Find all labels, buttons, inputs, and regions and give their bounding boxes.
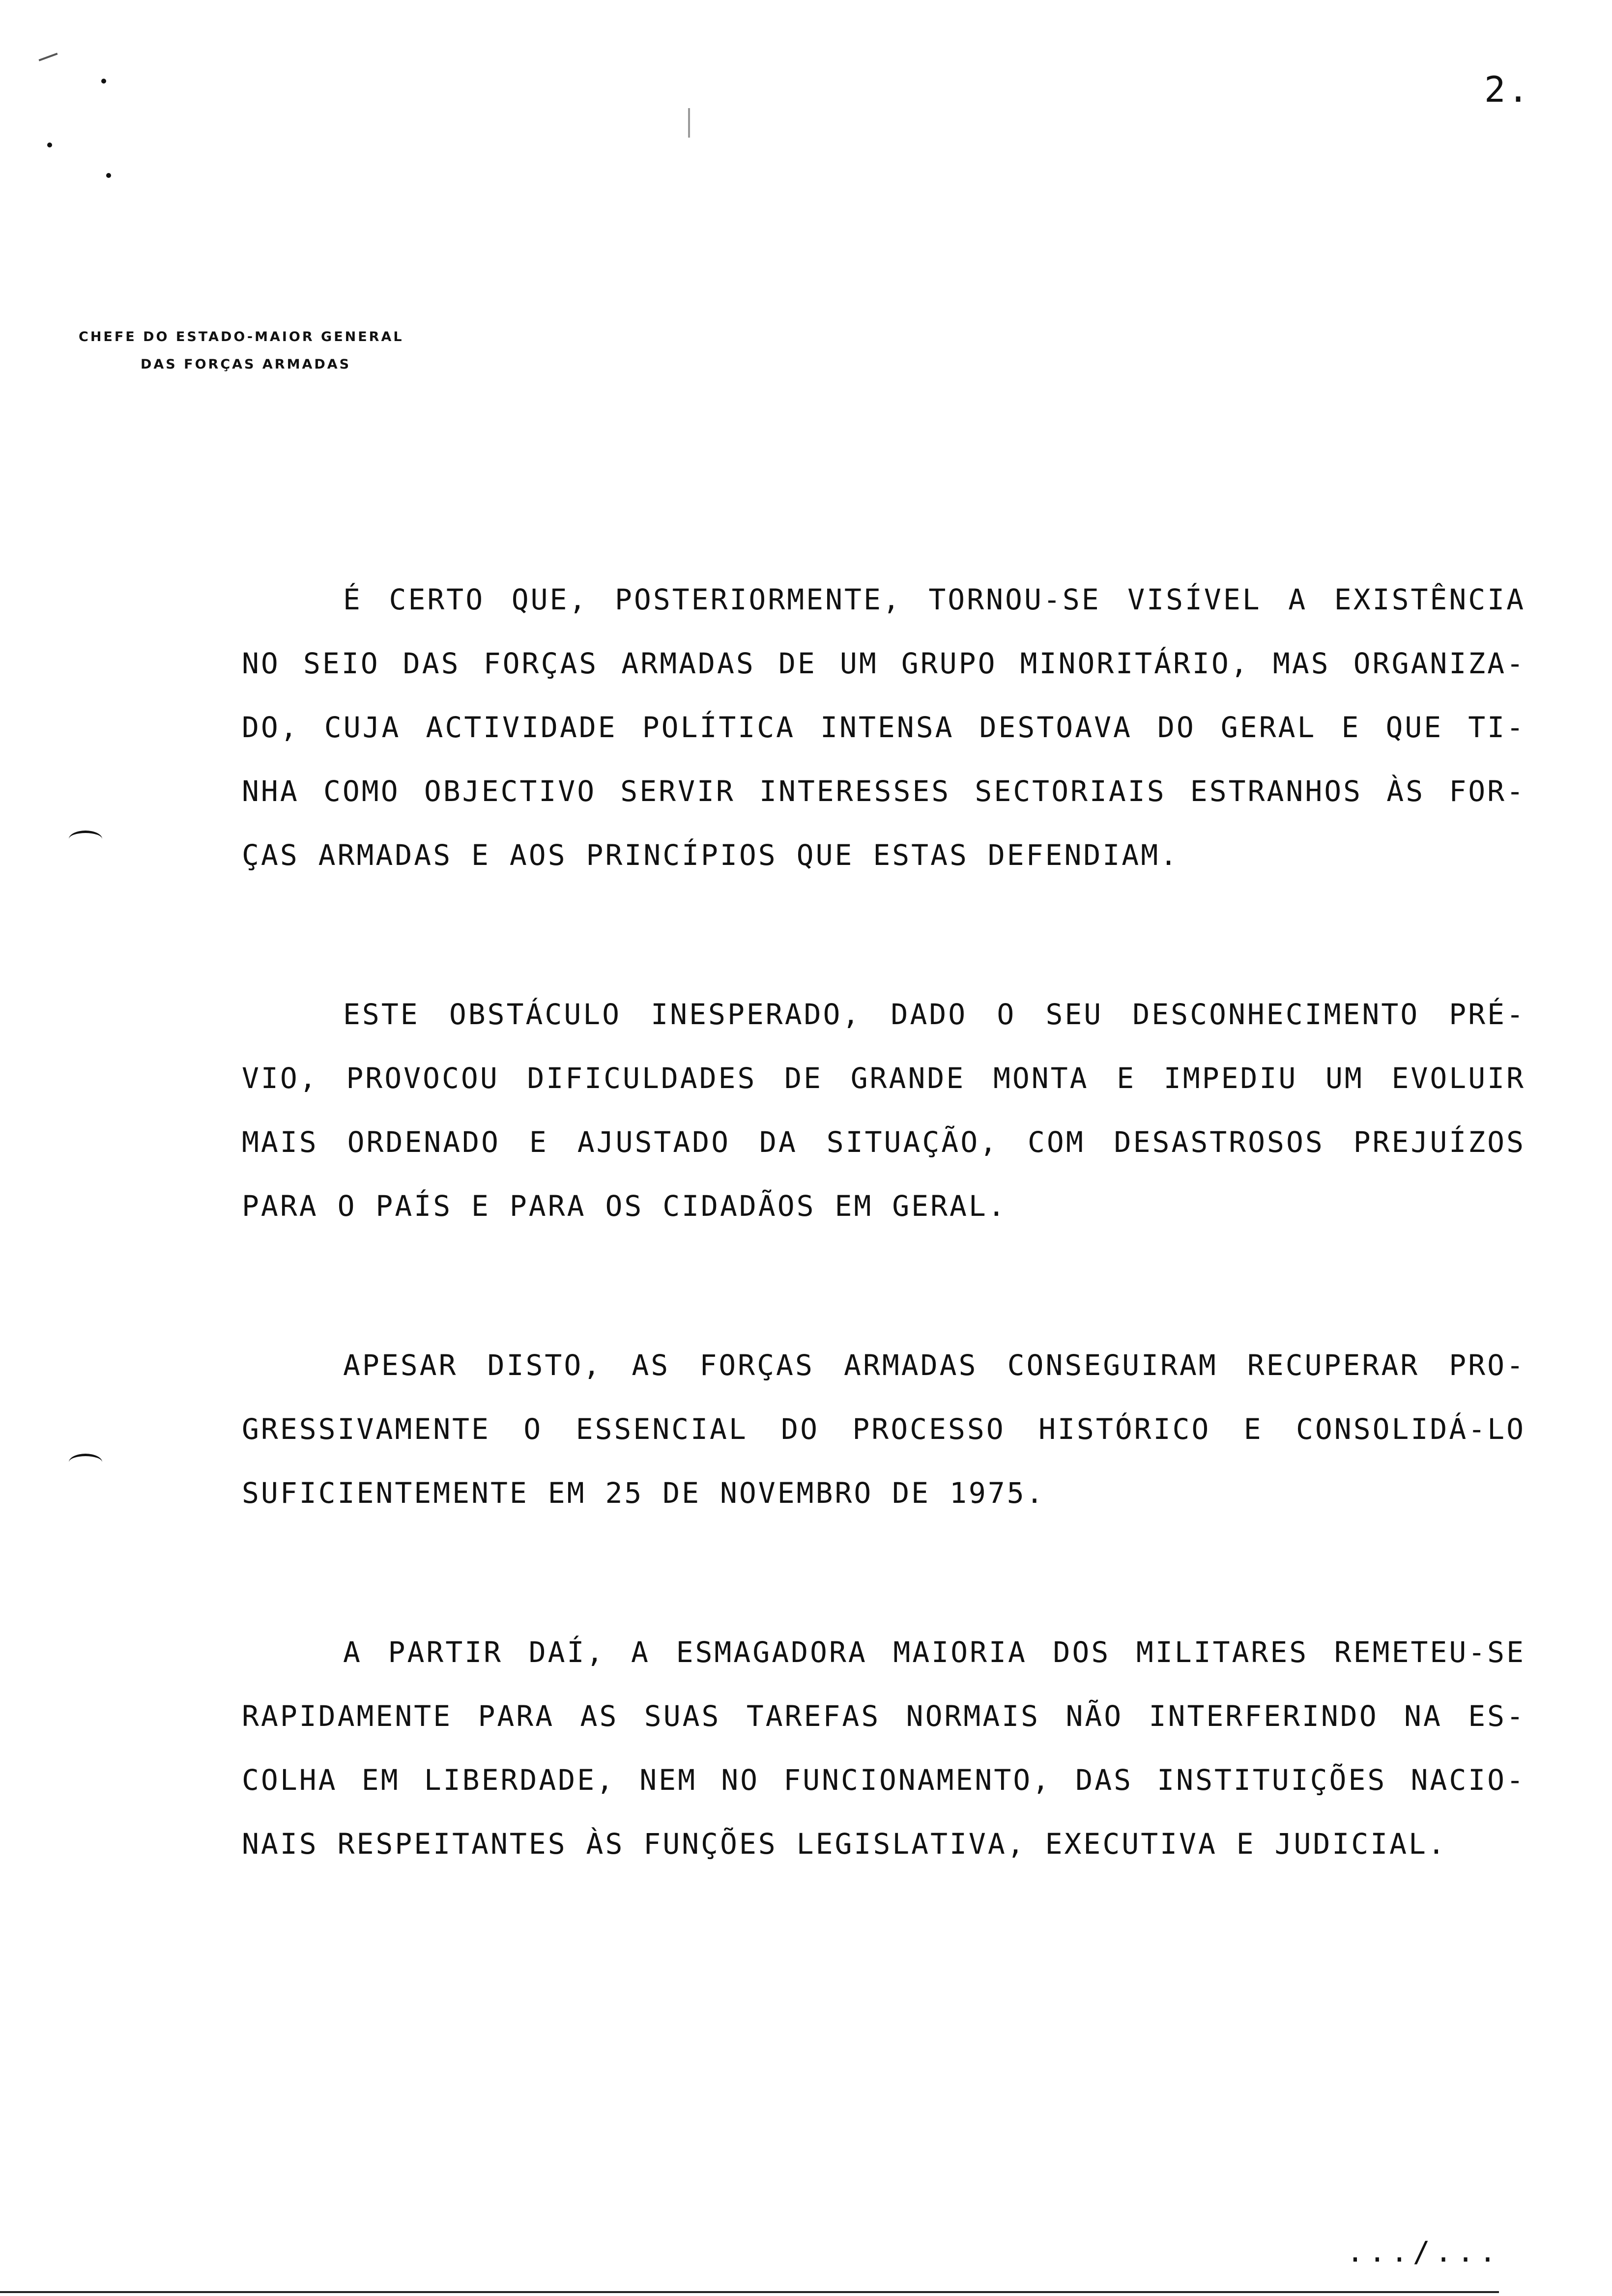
paragraph-line: MAIS ORDENADO E AJUSTADO DA SITUAÇÃO, COM DESASTROSOS PREJUÍZOS (242, 1125, 1526, 1159)
paragraph-line: NHA COMO OBJECTIVO SERVIR INTERESSES SECTORIAIS ESTRANHOS ÀS FOR- (242, 775, 1526, 808)
paragraph-line: A PARTIR DAÍ, A ESMAGADORA MAIORIA DOS MILITARES REMETEU-SE (343, 1636, 1526, 1669)
paragraph-line: ESTE OBSTÁCULO INESPERADO, DADO O SEU DESCONHECIMENTO PRÉ- (343, 998, 1526, 1031)
scan-artifact (39, 53, 58, 61)
paragraph-line: RAPIDAMENTE PARA AS SUAS TAREFAS NORMAIS NÃO INTERFERINDO NA ES- (242, 1699, 1526, 1733)
paragraph-3 (242, 1333, 1526, 1525)
paragraph-line: É CERTO QUE, POSTERIORMENTE, TORNOU-SE VISÍVEL A EXISTÊNCIA (343, 583, 1526, 616)
letterhead (79, 323, 404, 378)
punch-mark (106, 173, 111, 178)
margin-bracket-mark (69, 831, 102, 848)
letterhead-line-2: DAS FORÇAS ARMADAS (141, 357, 351, 372)
punch-mark (101, 79, 106, 84)
margin-bracket-mark (69, 1454, 102, 1471)
continuation-mark: .../... (1347, 2235, 1501, 2268)
paragraph-line: NAIS RESPEITANTES ÀS FUNÇÕES LEGISLATIVA, EXECUTIVA E JUDICIAL. (242, 1827, 1447, 1861)
paragraph-4 (242, 1620, 1526, 1876)
paragraph-line: NO SEIO DAS FORÇAS ARMADAS DE UM GRUPO MINORITÁRIO, MAS ORGANIZA- (242, 647, 1526, 680)
letterhead-line-1: CHEFE DO ESTADO-MAIOR GENERAL (79, 329, 404, 344)
paragraph-1 (242, 568, 1526, 887)
paragraph-line: VIO, PROVOCOU DIFICULDADES DE GRANDE MONTA E IMPEDIU UM EVOLUIR (242, 1062, 1526, 1095)
paragraph-line: PARA O PAÍS E PARA OS CIDADÃOS EM GERAL. (242, 1189, 1007, 1223)
paragraph-2 (242, 982, 1526, 1238)
paragraph-line: SUFICIENTEMENTE EM 25 DE NOVEMBRO DE 1975. (242, 1476, 1045, 1510)
scan-artifact (688, 108, 690, 138)
punch-mark (47, 143, 52, 147)
document-body (242, 568, 1526, 1971)
paragraph-line: GRESSIVAMENTE O ESSENCIAL DO PROCESSO HISTÓRICO E CONSOLIDÁ-LO (242, 1412, 1526, 1446)
bottom-rule (0, 2291, 1499, 2293)
paragraph-line: APESAR DISTO, AS FORÇAS ARMADAS CONSEGUIRAM RECUPERAR PRO- (343, 1349, 1526, 1382)
paragraph-line: DO, CUJA ACTIVIDADE POLÍTICA INTENSA DESTOAVA DO GERAL E QUE TI- (242, 711, 1526, 744)
paragraph-line: ÇAS ARMADAS E AOS PRINCÍPIOS QUE ESTAS DEFENDIAM. (242, 838, 1180, 872)
page-number: 2. (1484, 69, 1531, 110)
paragraph-line: COLHA EM LIBERDADE, NEM NO FUNCIONAMENTO, DAS INSTITUIÇÕES NACIO- (242, 1763, 1526, 1797)
